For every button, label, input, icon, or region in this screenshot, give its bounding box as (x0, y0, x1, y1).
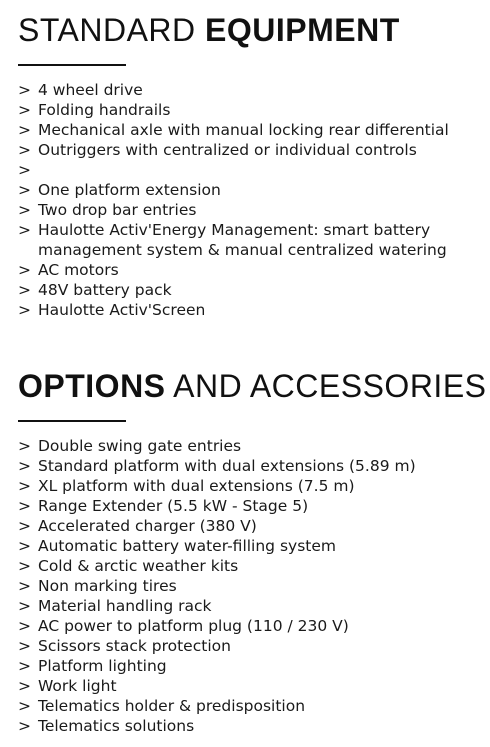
list-item (18, 676, 490, 696)
list-item-text: One platform extension (38, 181, 221, 199)
list-item-text: Accelerated charger (380 V) (38, 517, 257, 535)
chevron-right-icon: > (18, 657, 31, 675)
chevron-right-icon: > (18, 221, 31, 239)
list-item-text: Double swing gate entries (38, 437, 242, 455)
chevron-right-icon: > (18, 301, 31, 319)
chevron-right-icon: > (18, 161, 31, 179)
chevron-right-icon: > (18, 121, 31, 139)
list-item-text: Mechanical axle with manual locking rear differential (38, 121, 449, 139)
list-item-text: 4 wheel drive (38, 81, 143, 99)
options-accessories-heading (18, 366, 490, 406)
standard-equipment-section (18, 10, 490, 320)
chevron-right-icon: > (18, 677, 31, 695)
heading-bold-part: EQUIPMENT (205, 12, 400, 48)
chevron-right-icon: > (18, 537, 31, 555)
chevron-right-icon: > (18, 141, 31, 159)
list-item-text: Telematics solutions (38, 717, 195, 735)
list-item-text: XL platform with dual extensions (7.5 m) (38, 477, 355, 495)
list-item (18, 160, 490, 180)
list-item (18, 280, 490, 300)
list-item (18, 556, 490, 576)
list-item (18, 200, 490, 220)
list-item (18, 300, 490, 320)
list-item-text: Range Extender (5.5 kW - Stage 5) (38, 497, 309, 515)
list-item (18, 140, 490, 160)
list-item (18, 456, 490, 476)
list-item-text: Two drop bar entries (38, 201, 197, 219)
heading-light-part: STANDARD (18, 12, 206, 48)
chevron-right-icon: > (18, 517, 31, 535)
list-item (18, 436, 490, 456)
chevron-right-icon: > (18, 437, 31, 455)
list-item-text: Outriggers with centralized or individual controls (38, 141, 417, 159)
chevron-right-icon: > (18, 477, 31, 495)
list-item (18, 496, 490, 516)
list-item (18, 696, 490, 716)
chevron-right-icon: > (18, 497, 31, 515)
chevron-right-icon: > (18, 181, 31, 199)
chevron-right-icon: > (18, 201, 31, 219)
list-item-text: Cold & arctic weather kits (38, 557, 239, 575)
list-item (18, 596, 490, 616)
list-item (18, 656, 490, 676)
list-item-text: Standard platform with dual extensions (5.89 m) (38, 457, 416, 475)
list-item (18, 80, 490, 100)
list-item-text: Automatic battery water-filling system (38, 537, 336, 555)
list-item (18, 576, 490, 596)
options-accessories-section (18, 366, 490, 736)
list-item-text: 48V battery pack (38, 281, 172, 299)
options-accessories-list (18, 436, 490, 736)
list-item-text: Scissors stack protection (38, 637, 231, 655)
list-item-text: Folding handrails (38, 101, 171, 119)
list-item (18, 220, 490, 240)
list-item-text (38, 161, 43, 179)
list-item-text: Haulotte Activ'Energy Management: smart battery (38, 221, 431, 239)
chevron-right-icon: > (18, 457, 31, 475)
heading-light-part: AND ACCESSORIES (165, 368, 487, 404)
list-item-text: Haulotte Activ'Screen (38, 301, 206, 319)
chevron-right-icon: > (18, 637, 31, 655)
list-item-text: AC motors (38, 261, 119, 279)
list-item (18, 716, 490, 736)
chevron-right-icon: > (18, 597, 31, 615)
list-item (18, 120, 490, 140)
list-item (18, 616, 490, 636)
list-item-text: Material handling rack (38, 597, 212, 615)
list-item-text: AC power to platform plug (110 / 230 V) (38, 617, 349, 635)
chevron-right-icon: > (18, 281, 31, 299)
chevron-right-icon: > (18, 261, 31, 279)
list-item-text: Platform lighting (38, 657, 167, 675)
list-item-text: management system & manual centralized watering (38, 241, 447, 259)
chevron-right-icon: > (18, 557, 31, 575)
list-item-text: Non marking tires (38, 577, 177, 595)
list-item (18, 476, 490, 496)
heading-underline (18, 64, 126, 66)
chevron-right-icon: > (18, 81, 31, 99)
chevron-right-icon: > (18, 697, 31, 715)
list-item (18, 636, 490, 656)
list-item (18, 260, 490, 280)
chevron-right-icon: > (18, 577, 31, 595)
heading-bold-part: OPTIONS (18, 368, 166, 404)
chevron-right-icon: > (18, 717, 31, 735)
list-item (18, 536, 490, 556)
chevron-right-icon: > (18, 101, 31, 119)
standard-equipment-list (18, 80, 490, 320)
list-item-continuation (18, 240, 490, 260)
list-item-text: Telematics holder & predisposition (38, 697, 306, 715)
list-item (18, 180, 490, 200)
list-item (18, 516, 490, 536)
heading-underline (18, 420, 126, 422)
list-item-text: Work light (38, 677, 117, 695)
list-item (18, 100, 490, 120)
chevron-right-icon: > (18, 617, 31, 635)
standard-equipment-heading (18, 10, 490, 50)
